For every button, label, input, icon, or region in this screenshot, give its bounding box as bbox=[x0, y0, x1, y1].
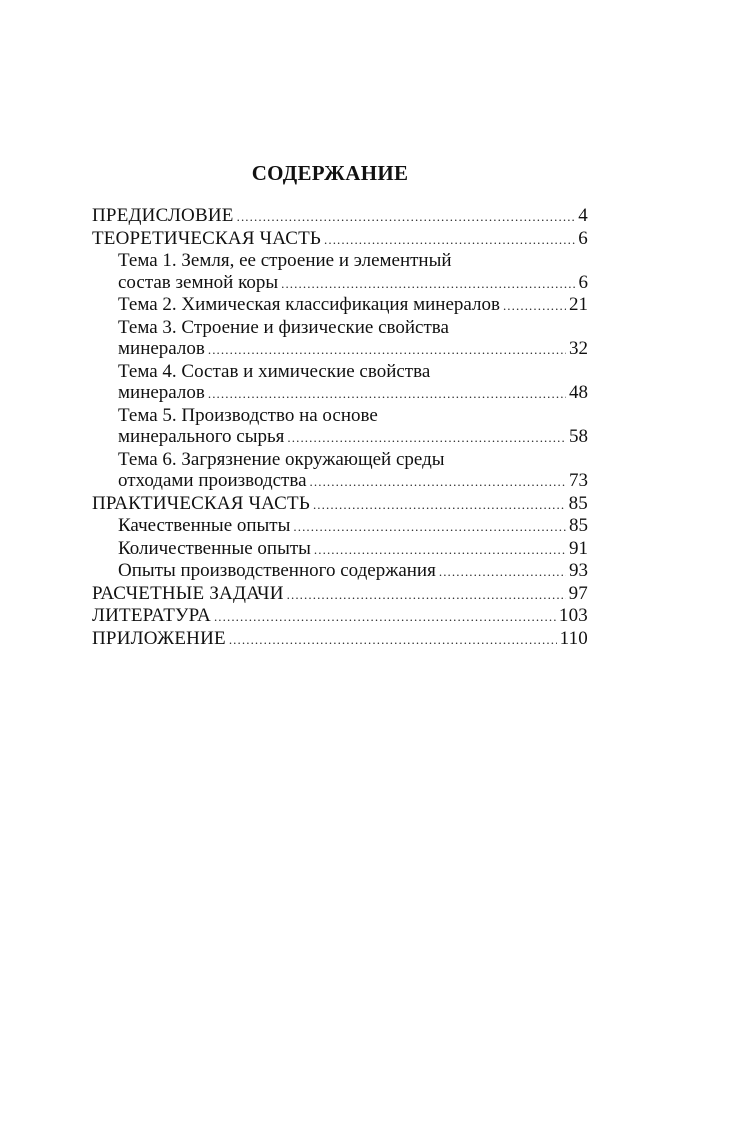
toc-entry-row bbox=[118, 294, 588, 317]
toc-page-number: 103 bbox=[558, 605, 588, 626]
toc-entry-label: минералов bbox=[118, 338, 205, 359]
toc-entry-label: Количественные опыты bbox=[118, 537, 311, 559]
dot-leader bbox=[314, 539, 566, 561]
toc-entry-label: ЛИТЕРАТУРА bbox=[92, 605, 211, 626]
toc-entry-title-line: Тема 3. Строение и физические свойства bbox=[118, 316, 449, 338]
toc-entry[interactable] bbox=[92, 605, 588, 628]
toc-entry[interactable] bbox=[92, 405, 588, 449]
toc-entry-row bbox=[92, 628, 588, 651]
toc-entry-title-line: Тема 6. Загрязнение окружающей среды bbox=[118, 448, 445, 470]
toc-entry-row bbox=[92, 605, 588, 628]
toc-entry[interactable] bbox=[92, 317, 588, 361]
toc-page-number: 32 bbox=[569, 338, 588, 359]
toc-entry[interactable] bbox=[92, 628, 588, 651]
toc-entry-label: минерального сырья bbox=[118, 426, 285, 447]
toc-entry-label: РАСЧЕТНЫЕ ЗАДАЧИ bbox=[92, 582, 284, 604]
dot-leader bbox=[313, 494, 566, 516]
toc-entry[interactable] bbox=[92, 583, 588, 606]
toc-page-number: 110 bbox=[559, 627, 588, 649]
dot-leader bbox=[439, 561, 566, 583]
dot-leader bbox=[503, 295, 566, 317]
toc-entry-label: Опыты производственного содержания bbox=[118, 560, 436, 581]
toc-entry-title-line: Тема 1. Земля, ее строение и элементный bbox=[118, 250, 452, 271]
toc-page-number: 93 bbox=[569, 560, 588, 581]
toc-entry[interactable] bbox=[92, 250, 588, 294]
dot-leader bbox=[287, 427, 566, 449]
toc-entry-label: ТЕОРЕТИЧЕСКАЯ ЧАСТЬ bbox=[92, 227, 321, 249]
toc-page-number: 58 bbox=[569, 426, 588, 447]
dot-leader bbox=[287, 584, 566, 606]
toc-entry-label: минералов bbox=[118, 382, 205, 403]
toc-entry-row bbox=[118, 560, 588, 583]
toc-page-number: 73 bbox=[569, 470, 588, 491]
toc-entry-label: ПРЕДИСЛОВИЕ bbox=[92, 205, 234, 226]
dot-leader bbox=[208, 339, 566, 361]
toc-entry-row bbox=[118, 470, 588, 493]
toc-entry-label: Тема 2. Химическая классификация минералов bbox=[118, 294, 500, 315]
toc-page-number: 97 bbox=[568, 582, 588, 604]
toc-entry-row bbox=[92, 228, 588, 251]
dot-leader bbox=[214, 606, 556, 628]
toc-page-number: 85 bbox=[568, 492, 588, 514]
toc-entry[interactable] bbox=[92, 515, 588, 538]
toc-entry[interactable] bbox=[92, 294, 588, 317]
toc-page-number: 6 bbox=[578, 227, 588, 249]
toc-entry-row bbox=[92, 493, 588, 516]
toc-entry-row bbox=[118, 538, 588, 561]
toc-entry-row bbox=[118, 382, 588, 405]
dot-leader bbox=[208, 383, 566, 405]
toc-entry[interactable] bbox=[92, 228, 588, 251]
dot-leader bbox=[237, 206, 576, 228]
toc-entry-label: ПРИЛОЖЕНИЕ bbox=[92, 627, 226, 649]
page-title: СОДЕРЖАНИЕ bbox=[251, 161, 409, 185]
toc-entry-row bbox=[118, 426, 588, 449]
toc-entry-title-line: Тема 5. Производство на основе bbox=[118, 404, 378, 426]
toc-page-number: 4 bbox=[578, 205, 588, 226]
toc-entry-title-line: Тема 4. Состав и химические свойства bbox=[118, 360, 431, 382]
toc-entry-row bbox=[118, 338, 588, 361]
toc-entry[interactable] bbox=[92, 493, 588, 516]
toc-entry-label: Качественные опыты bbox=[118, 515, 291, 536]
toc-entry-row bbox=[92, 205, 588, 228]
toc-entry-row bbox=[92, 583, 588, 606]
toc-entry[interactable] bbox=[92, 560, 588, 583]
dot-leader bbox=[281, 273, 575, 295]
toc-page-number: 21 bbox=[569, 294, 588, 315]
toc-page-number: 6 bbox=[578, 271, 588, 293]
dot-leader bbox=[324, 229, 575, 251]
toc-entry-row bbox=[118, 272, 588, 295]
toc-list bbox=[92, 205, 588, 650]
dot-leader bbox=[293, 516, 566, 538]
toc-page-number: 91 bbox=[569, 537, 588, 559]
dot-leader bbox=[310, 471, 566, 493]
toc-entry-label: отходами производства bbox=[118, 470, 307, 491]
toc-entry[interactable] bbox=[92, 205, 588, 228]
toc-entry[interactable] bbox=[92, 361, 588, 405]
toc-entry-row bbox=[118, 515, 588, 538]
toc-entry-label: состав земной коры bbox=[118, 271, 279, 293]
toc-entry[interactable] bbox=[92, 538, 588, 561]
toc-page-number: 48 bbox=[569, 382, 588, 403]
toc-entry-label: ПРАКТИЧЕСКАЯ ЧАСТЬ bbox=[92, 492, 310, 514]
dot-leader bbox=[229, 629, 557, 651]
toc-entry[interactable] bbox=[92, 449, 588, 493]
toc-page-number: 85 bbox=[569, 515, 588, 536]
